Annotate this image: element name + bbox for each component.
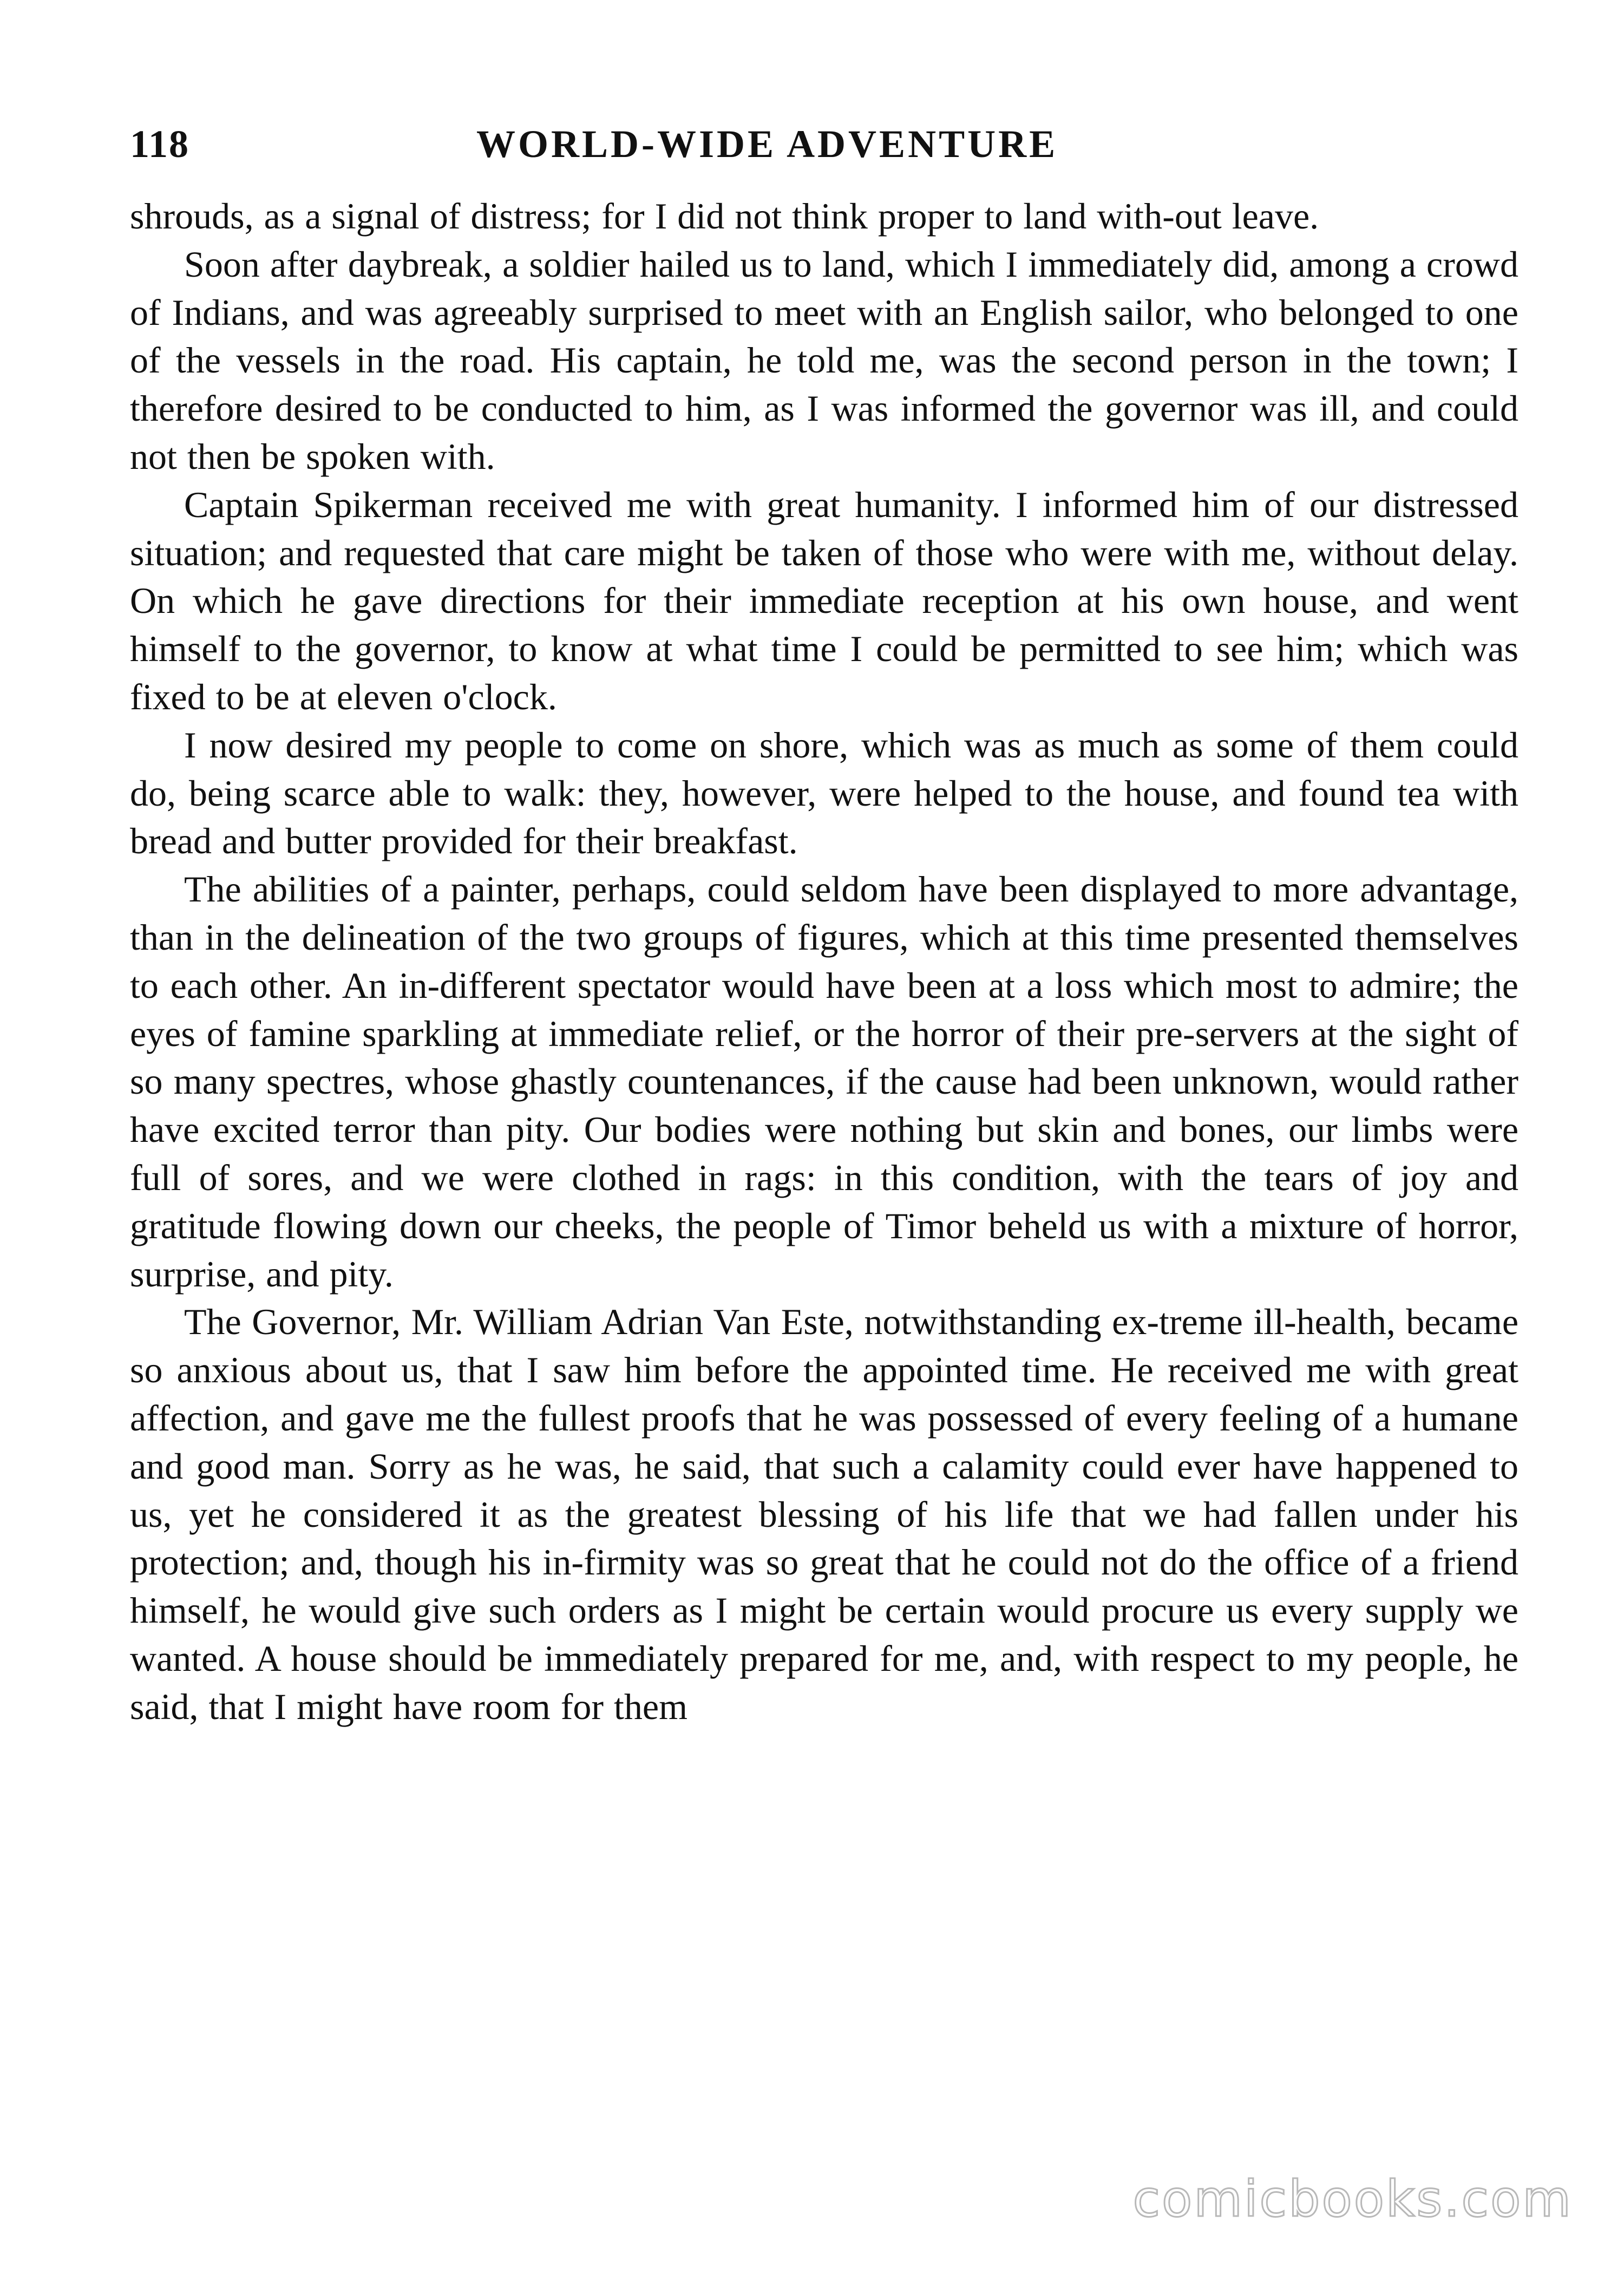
page-number: 118 [130, 122, 190, 166]
paragraph: The abilities of a painter, perhaps, could seldom have been displayed to more advantage, than in the delineation of the two groups of figures, which at this time presented themselves to each other. An in-different spectator would have been at a loss which most to admire; the eyes of famine sparkling at immediate relief, or the horror of their pre-servers at the sight of so many spectres, whose ghastly countenances, if the cause had been unknown, would rather have excited terror than pity. Our bodies were nothing but skin and bones, our limbs were full of sores, and we were clothed in rags: in this condition, with the tears of joy and gratitude flowing down our cheeks, the people of Timor beheld us with a mixture of horror, surprise, and pity. [130, 868, 1518, 1295]
page-header [130, 122, 1518, 187]
paragraph: I now desired my people to come on shore, which was as much as some of them could do, being scarce able to walk: they, however, were helped to the house, and found tea with bread and butter provided for their breakfast. [130, 724, 1518, 862]
paragraph: Captain Spikerman received me with great humanity. I informed him of our distressed situation; and requested that care might be taken of those who were with me, without delay. On which he gave directions for their immediate reception at his own house, and went himself to the governor, to know at what time I could be permitted to see him; which was fixed to be at eleven o'clock. [130, 483, 1518, 717]
paragraph: The Governor, Mr. William Adrian Van Este, notwithstanding ex-treme ill-health, became so anxious about us, that I saw him before the appointed time. He received me with great affection, and gave me the fullest proofs that he was possessed of every feeling of a humane and good man. Sorry as he was, he said, that such a calamity could ever have happened to us, yet he considered it as the greatest blessing of his life that we had fallen under his protection; and, though his in-firmity was so great that he could not do the office of a friend himself, he would give such orders as I might be certain would procure us every supply we wanted. A house should be immediately prepared for me, and, with respect to my people, he said, that I might have room for them [130, 1301, 1518, 1727]
book-page [130, 122, 1518, 1731]
body-text [130, 192, 1518, 1731]
paragraph: Soon after daybreak, a soldier hailed us to land, which I immediately did, among a crowd of Indians, and was agreeably surprised to meet with an English sailor, who belonged to one of the vessels in the road. His captain, he told me, was the second person in the town; I therefore desired to be conducted to him, as I was informed the governor was ill, and could not then be spoken with. [130, 243, 1518, 477]
watermark: comicbooks.com [1132, 2170, 1573, 2228]
running-title: WORLD-WIDE ADVENTURE [476, 122, 1058, 166]
paragraph-continued: shrouds, as a signal of distress; for I did not think proper to land with-out leave. [130, 195, 1319, 237]
